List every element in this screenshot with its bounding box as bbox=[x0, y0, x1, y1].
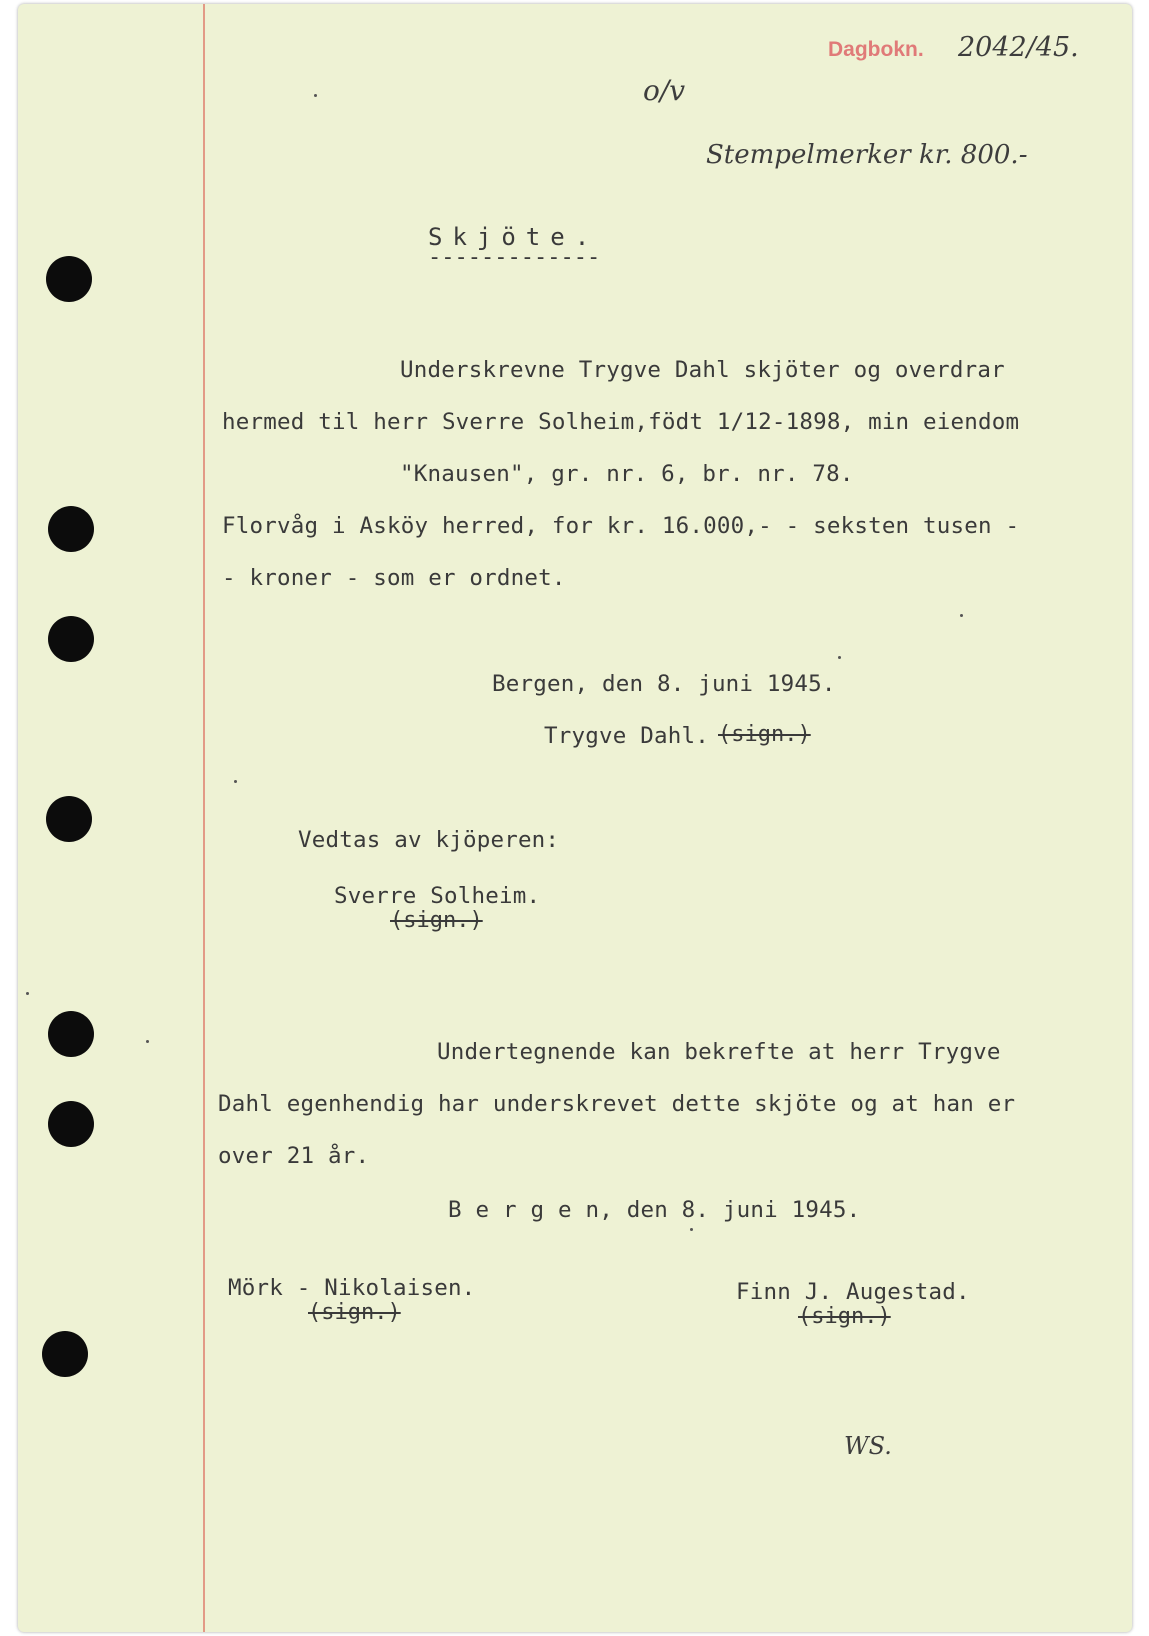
paper-speck bbox=[838, 656, 841, 659]
paper-speck bbox=[690, 1228, 693, 1231]
journal-number: 2042/45. bbox=[958, 32, 1079, 63]
deed-place-date: Bergen, den 8. juni 1945. bbox=[492, 671, 836, 697]
witness-line: Dahl egenhendig har underskrevet dette skjöte og at han er bbox=[218, 1091, 1016, 1117]
witness1-name: Mörk - Nikolaisen. bbox=[228, 1275, 476, 1301]
punch-hole-icon bbox=[46, 796, 92, 842]
paper-speck bbox=[26, 992, 29, 995]
paper-speck bbox=[314, 94, 317, 97]
punch-hole-icon bbox=[48, 506, 94, 552]
punch-hole-icon bbox=[46, 256, 92, 302]
buyer-sign: (sign.) bbox=[390, 908, 483, 933]
punch-hole-icon bbox=[42, 1331, 88, 1377]
seller-sign: (sign.) bbox=[718, 722, 811, 747]
deed-line: "Knausen", gr. nr. 6, br. nr. 78. bbox=[400, 461, 854, 487]
stamp-duty-note: Stempelmerker kr. 800.- bbox=[706, 140, 1028, 170]
deed-line: Underskrevne Trygve Dahl skjöter og overdrar bbox=[400, 357, 1005, 383]
acceptance-label: Vedtas av kjöperen: bbox=[298, 827, 560, 853]
paper-speck bbox=[146, 1040, 149, 1043]
document-title: Skjöte. bbox=[428, 223, 600, 251]
journal-stamp: Dagbokn. bbox=[828, 38, 924, 61]
deed-line: - kroner - som er ordnet. bbox=[222, 565, 566, 591]
seller-name: Trygve Dahl. bbox=[544, 723, 709, 749]
deed-line: Florvåg i Asköy herred, for kr. 16.000,- - seksten tusen - bbox=[222, 513, 1020, 539]
witness-place-date: B e r g e n, den 8. juni 1945. bbox=[448, 1197, 861, 1223]
deed-line: hermed til herr Sverre Solheim,födt 1/12-1898, min eiendom bbox=[222, 409, 1020, 435]
margin-line bbox=[203, 4, 205, 1632]
witness2-sign: (sign.) bbox=[798, 1304, 891, 1329]
header-initials: o/v bbox=[643, 74, 686, 107]
witness1-sign: (sign.) bbox=[308, 1300, 401, 1325]
witness-line: over 21 år. bbox=[218, 1143, 370, 1169]
title-underline: ------------- bbox=[428, 245, 601, 270]
punch-hole-icon bbox=[48, 1011, 94, 1057]
witness2-name: Finn J. Augestad. bbox=[736, 1279, 970, 1305]
document-page bbox=[18, 4, 1132, 1632]
witness-line: Undertegnende kan bekrefte at herr Trygve bbox=[437, 1039, 1001, 1065]
paper-speck bbox=[960, 614, 963, 617]
punch-hole-icon bbox=[48, 1101, 94, 1147]
paper-speck bbox=[234, 780, 237, 783]
buyer-name: Sverre Solheim. bbox=[334, 883, 541, 909]
footer-initials: WS. bbox=[844, 1432, 892, 1460]
punch-hole-icon bbox=[48, 616, 94, 662]
